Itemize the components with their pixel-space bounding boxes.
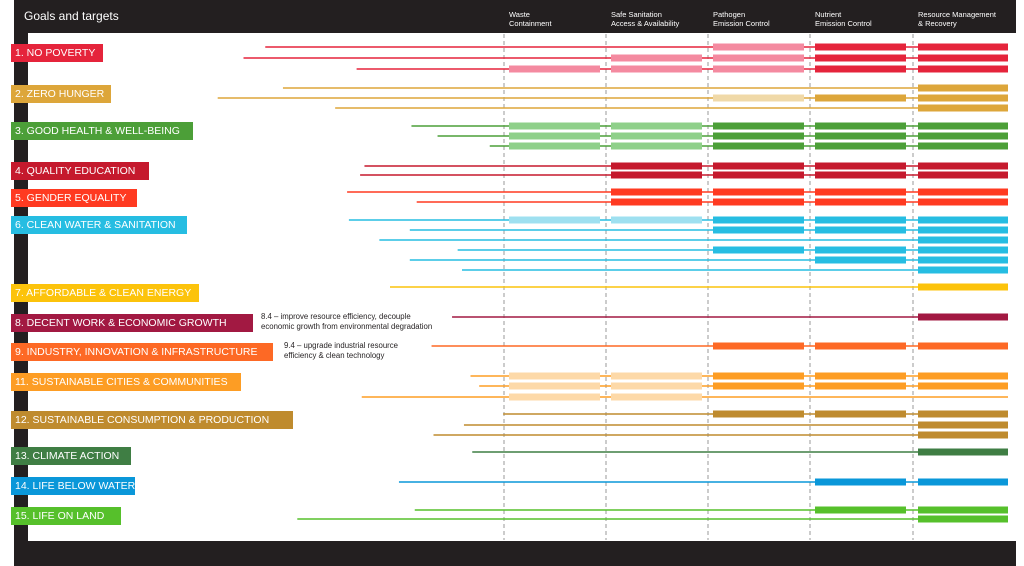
relevance-bar-rm [918, 55, 1008, 62]
goal-label: 6. CLEAN WATER & SANITATION [11, 216, 187, 234]
relevance-bar-pe [713, 123, 804, 130]
goal-label: 8. DECENT WORK & ECONOMIC GROWTH [11, 314, 253, 332]
relevance-bar-rm [918, 172, 1008, 179]
column-header-line: Access & Availability [611, 19, 680, 28]
relevance-bar-rm [918, 217, 1008, 224]
relevance-bar-wc [509, 133, 600, 140]
relevance-bar-wc [509, 383, 600, 390]
relevance-bar-rm [918, 123, 1008, 130]
relevance-bar-rm [918, 199, 1008, 206]
relevance-bar-rm [918, 257, 1008, 264]
relevance-bar-ne [815, 373, 906, 380]
column-header-line: Emission Control [815, 19, 872, 28]
relevance-bar-rm [918, 449, 1008, 456]
relevance-bar-ss [611, 217, 702, 224]
goal-label: 9. INDUSTRY, INNOVATION & INFRASTRUCTURE [11, 343, 273, 361]
relevance-bar-rm [918, 422, 1008, 429]
relevance-bar-rm [918, 284, 1008, 291]
goal-label: 1. NO POVERTY [11, 44, 103, 62]
relevance-bar-ne [815, 257, 906, 264]
relevance-bar-ne [815, 247, 906, 254]
goal-label: 12. SUSTAINABLE CONSUMPTION & PRODUCTION [11, 411, 293, 429]
goal-label: 13. CLIMATE ACTION [11, 447, 131, 465]
relevance-bar-pe [713, 217, 804, 224]
relevance-bar-rm [918, 479, 1008, 486]
relevance-bar-wc [509, 373, 600, 380]
relevance-bar-rm [918, 267, 1008, 274]
relevance-bar-pe [713, 343, 804, 350]
relevance-bar-pe [713, 172, 804, 179]
relevance-bar-rm [918, 411, 1008, 418]
relevance-bar-pe [713, 55, 804, 62]
relevance-bar-pe [713, 383, 804, 390]
relevance-bar-pe [713, 373, 804, 380]
relevance-bar-ss [611, 172, 702, 179]
column-header-line: Nutrient [815, 10, 842, 19]
relevance-bar-pe [713, 411, 804, 418]
column-header-line: Containment [509, 19, 552, 28]
relevance-bar-wc [509, 66, 600, 73]
relevance-bar-rm [918, 143, 1008, 150]
relevance-bar-pe [713, 133, 804, 140]
relevance-bar-ne [815, 199, 906, 206]
relevance-bar-rm [918, 133, 1008, 140]
goal-label: 14. LIFE BELOW WATER [11, 477, 135, 495]
target-text [284, 341, 398, 361]
relevance-bar-ne [815, 44, 906, 51]
relevance-bar-rm [918, 66, 1008, 73]
relevance-bar-ss [611, 55, 702, 62]
relevance-bar-rm [918, 237, 1008, 244]
relevance-bar-rm [918, 44, 1008, 51]
goal-label: 3. GOOD HEALTH & WELL-BEING [11, 122, 193, 140]
relevance-bar-rm [918, 383, 1008, 390]
goal-label: 11. SUSTAINABLE CITIES & COMMUNITIES [11, 373, 241, 391]
column-header-line: & Recovery [918, 19, 957, 28]
relevance-bar-ne [815, 163, 906, 170]
relevance-bar-pe [713, 227, 804, 234]
relevance-bar-ss [611, 394, 702, 401]
relevance-bar-ss [611, 189, 702, 196]
relevance-bar-rm [918, 105, 1008, 112]
relevance-bar-ss [611, 143, 702, 150]
relevance-bar-pe [713, 66, 804, 73]
column-header-line: Emission Control [713, 19, 770, 28]
relevance-bar-ss [611, 66, 702, 73]
goal-label: 4. QUALITY EDUCATION [11, 162, 149, 180]
relevance-bar-wc [509, 217, 600, 224]
relevance-bar-wc [509, 123, 600, 130]
relevance-bar-ne [815, 343, 906, 350]
relevance-bar-ne [815, 95, 906, 102]
relevance-bar-pe [713, 143, 804, 150]
relevance-bar-ne [815, 66, 906, 73]
relevance-bar-ne [815, 172, 906, 179]
relevance-bar-ss [611, 133, 702, 140]
relevance-bar-rm [918, 516, 1008, 523]
relevance-bar-pe [713, 199, 804, 206]
relevance-bar-ss [611, 163, 702, 170]
relevance-bar-rm [918, 432, 1008, 439]
relevance-bar-ne [815, 217, 906, 224]
relevance-bar-ss [611, 373, 702, 380]
relevance-bar-rm [918, 507, 1008, 514]
column-header-line: Waste [509, 10, 530, 19]
target-text [261, 312, 432, 332]
goal-label: 5. GENDER EQUALITY [11, 189, 137, 207]
relevance-bar-ne [815, 133, 906, 140]
relevance-bar-ne [815, 479, 906, 486]
relevance-bar-pe [713, 163, 804, 170]
column-header-line: Pathogen [713, 10, 746, 19]
relevance-bar-ne [815, 411, 906, 418]
column-header-line: Resource Management [918, 10, 996, 19]
column-header-line: Safe Sanitation [611, 10, 662, 19]
relevance-bar-wc [509, 394, 600, 401]
relevance-bar-rm [918, 227, 1008, 234]
relevance-bar-ne [815, 227, 906, 234]
diagram-title: Goals and targets [24, 9, 119, 23]
target-text-line: 8.4 – improve resource efficiency, decouple [261, 312, 411, 321]
relevance-bar-ne [815, 143, 906, 150]
relevance-bar-pe [713, 44, 804, 51]
target-text-line: efficiency & clean technology [284, 351, 385, 360]
relevance-bar-rm [918, 95, 1008, 102]
relevance-bar-ne [815, 189, 906, 196]
relevance-bar-ss [611, 123, 702, 130]
relevance-bar-ne [815, 123, 906, 130]
relevance-bar-ss [611, 199, 702, 206]
relevance-bar-ne [815, 383, 906, 390]
relevance-bar-rm [918, 373, 1008, 380]
goal-label: 2. ZERO HUNGER [11, 85, 111, 103]
relevance-bar-ne [815, 55, 906, 62]
target-text-line: 9.4 – upgrade industrial resource [284, 341, 398, 350]
relevance-bar-pe [713, 95, 804, 102]
relevance-bar-wc [509, 143, 600, 150]
relevance-bar-rm [918, 85, 1008, 92]
relevance-bar-ne [815, 507, 906, 514]
relevance-bar-rm [918, 247, 1008, 254]
goal-label: 15. LIFE ON LAND [11, 507, 121, 525]
relevance-bar-rm [918, 314, 1008, 321]
target-text-line: economic growth from environmental degradation [261, 322, 433, 331]
relevance-bar-pe [713, 247, 804, 254]
relevance-bar-ss [611, 383, 702, 390]
relevance-bar-rm [918, 163, 1008, 170]
relevance-bar-rm [918, 343, 1008, 350]
relevance-bar-pe [713, 189, 804, 196]
relevance-bar-rm [918, 189, 1008, 196]
goal-label: 7. AFFORDABLE & CLEAN ENERGY [11, 284, 199, 302]
